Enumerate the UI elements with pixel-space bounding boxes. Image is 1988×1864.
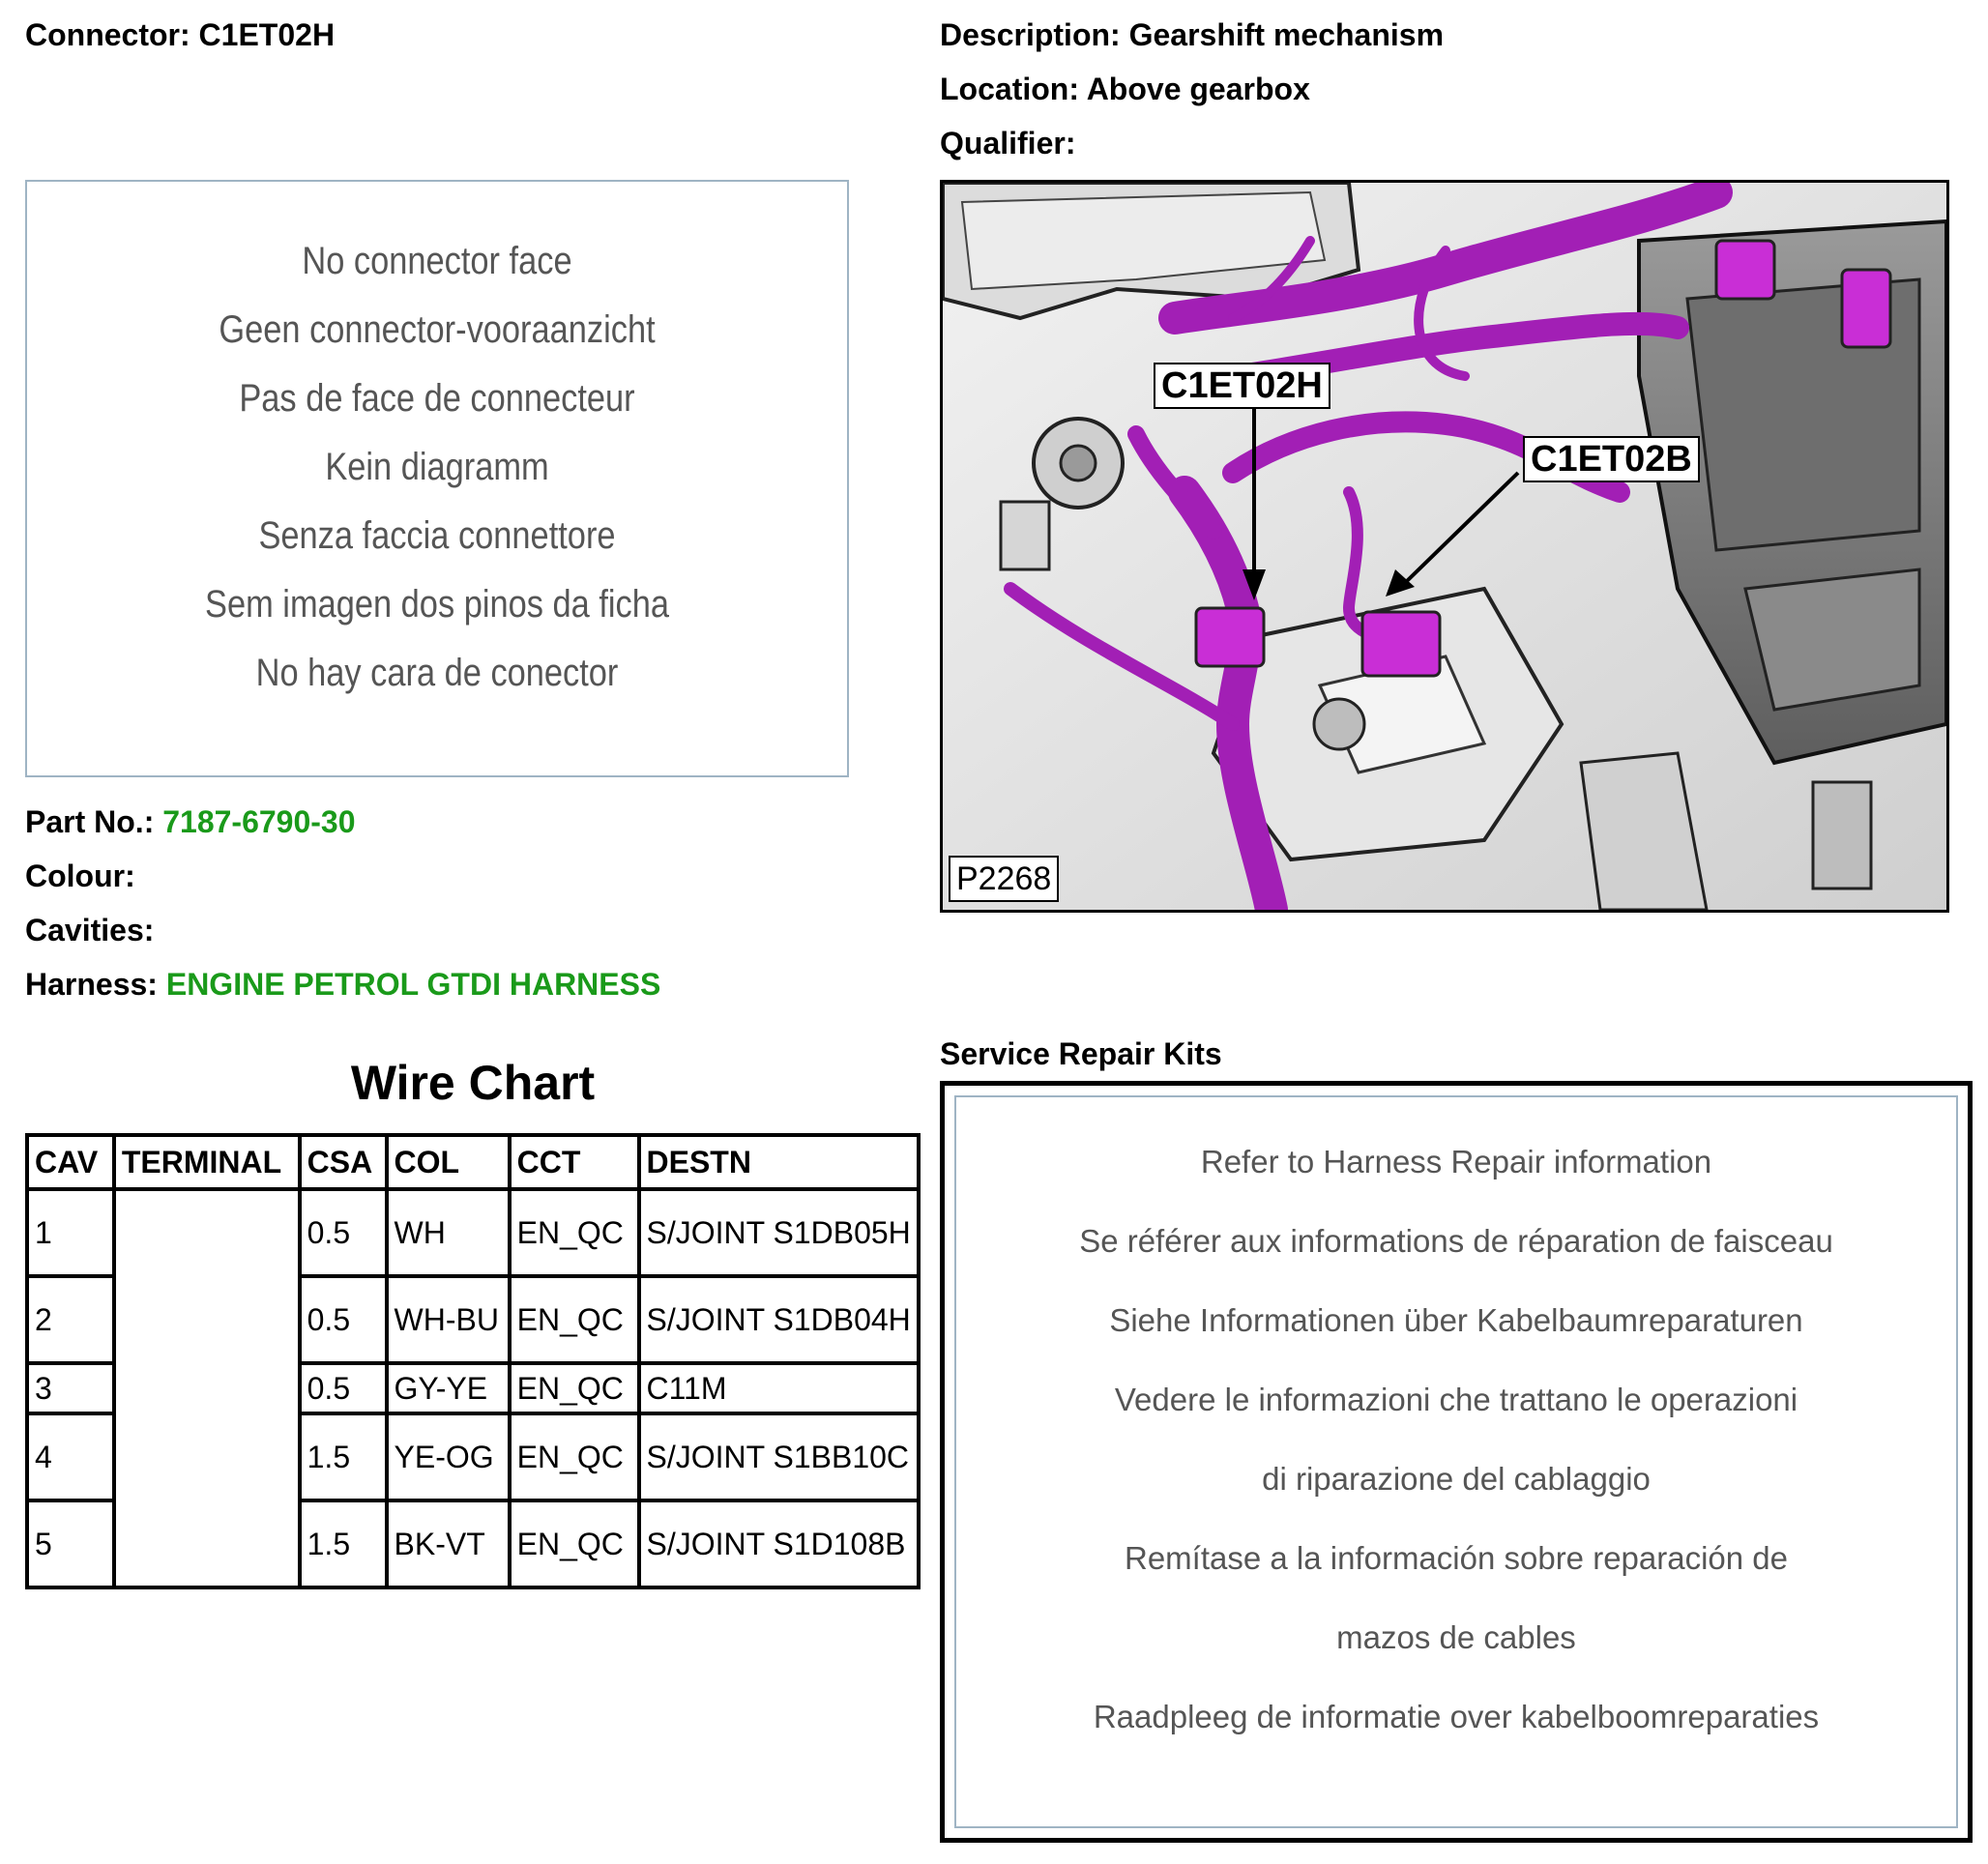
cell-cav: 4 [27, 1413, 114, 1500]
connector-field [25, 15, 335, 54]
repair-info-line: Raadpleeg de informatie over kabelboomreparaties [1093, 1699, 1820, 1734]
connector-c1et02h-shape [1196, 608, 1264, 666]
connector-label: Connector: [25, 17, 190, 52]
callout-label-c1et02b: C1ET02B [1523, 436, 1700, 482]
cell-cct: EN_QC [510, 1189, 639, 1276]
connector-face-line: Pas de face de connecteur [239, 377, 635, 420]
col-header-cct: CCT [510, 1135, 639, 1189]
description-value: Gearshift mechanism [1128, 17, 1445, 52]
cell-cct: EN_QC [510, 1413, 639, 1500]
connector-face-panel [25, 180, 849, 777]
cell-destn: C11M [639, 1363, 920, 1413]
wire-chart-header-row [27, 1135, 919, 1189]
cell-col: BK-VT [387, 1500, 510, 1587]
cell-cav: 1 [27, 1189, 114, 1276]
qualifier-label: Qualifier: [940, 126, 1076, 160]
repair-info-line: Refer to Harness Repair information [1200, 1144, 1712, 1180]
colour-label: Colour: [25, 859, 135, 893]
connector-face-line: Sem imagen dos pinos da ficha [205, 583, 669, 626]
cell-cav: 2 [27, 1276, 114, 1363]
location-label: Location: [940, 72, 1079, 106]
cell-col: WH [387, 1189, 510, 1276]
connector-location-photo [940, 180, 1949, 913]
col-header-cav: CAV [27, 1135, 114, 1189]
colour-field [25, 857, 135, 895]
cell-csa: 0.5 [300, 1189, 387, 1276]
cell-destn: S/JOINT S1D108B [639, 1500, 920, 1587]
wire-chart-title: Wire Chart [350, 1056, 596, 1110]
repair-info-line: di riparazione del cablaggio [1262, 1461, 1651, 1497]
cell-csa: 1.5 [300, 1413, 387, 1500]
description-label: Description: [940, 17, 1121, 52]
harness-field [25, 965, 660, 1004]
connector-face-line: Kein diagramm [325, 446, 549, 488]
callout-label-c1et02h: C1ET02H [1154, 363, 1330, 409]
connector-face-line: Geen connector-vooraanzicht [219, 308, 656, 351]
connector-c1et02b-shape [1362, 612, 1440, 676]
repair-info-line: Vedere le informazioni che trattano le operazioni [1114, 1382, 1798, 1417]
cell-cav: 3 [27, 1363, 114, 1413]
cavities-field [25, 911, 154, 949]
table-row [27, 1189, 919, 1276]
harness-label: Harness: [25, 967, 158, 1002]
cell-col: WH-BU [387, 1276, 510, 1363]
cell-destn: S/JOINT S1DB04H [639, 1276, 920, 1363]
wire-chart-table [25, 1133, 921, 1589]
cell-cct: EN_QC [510, 1363, 639, 1413]
cell-cct: EN_QC [510, 1276, 639, 1363]
connector-face-line: No connector face [302, 240, 572, 282]
part-no-label: Part No.: [25, 804, 155, 839]
location-value: Above gearbox [1086, 72, 1310, 106]
cell-csa: 1.5 [300, 1500, 387, 1587]
cell-cav: 5 [27, 1500, 114, 1587]
cavities-label: Cavities: [25, 913, 155, 947]
service-repair-kits-heading: Service Repair Kits [940, 1036, 1222, 1071]
col-header-terminal: TERMINAL [114, 1135, 300, 1189]
cell-csa: 0.5 [300, 1276, 387, 1363]
connector-face-line: No hay cara de conector [255, 652, 619, 694]
figure-id-label: P2268 [949, 856, 1059, 902]
repair-info-line: Se référer aux informations de réparation de faisceau [1079, 1223, 1833, 1259]
connector-value: C1ET02H [198, 17, 336, 52]
col-header-csa: CSA [300, 1135, 387, 1189]
service-repair-kits-inner [954, 1095, 1958, 1828]
description-field [940, 15, 1444, 54]
qualifier-field [940, 124, 1075, 162]
part-no-field [25, 802, 356, 841]
part-no-value: 7187-6790-30 [162, 804, 356, 839]
repair-info-line: Remítase a la información sobre reparación de [1124, 1540, 1789, 1576]
cell-destn: S/JOINT S1BB10C [639, 1413, 920, 1500]
col-header-col: COL [387, 1135, 510, 1189]
cell-terminal [114, 1189, 300, 1587]
cell-destn: S/JOINT S1DB05H [639, 1189, 920, 1276]
repair-info-line: mazos de cables [1336, 1619, 1576, 1655]
harness-value: ENGINE PETROL GTDI HARNESS [165, 967, 661, 1002]
cell-cct: EN_QC [510, 1500, 639, 1587]
repair-info-line: Siehe Informationen über Kabelbaumreparaturen [1109, 1302, 1803, 1338]
location-field [940, 70, 1310, 108]
col-header-destn: DESTN [639, 1135, 920, 1189]
connector-face-line: Senza faccia connettore [258, 514, 616, 557]
service-repair-kits-panel [940, 1081, 1973, 1843]
cell-col: GY-YE [387, 1363, 510, 1413]
engine-bay-illustration [943, 183, 1946, 910]
cell-col: YE-OG [387, 1413, 510, 1500]
cell-csa: 0.5 [300, 1363, 387, 1413]
